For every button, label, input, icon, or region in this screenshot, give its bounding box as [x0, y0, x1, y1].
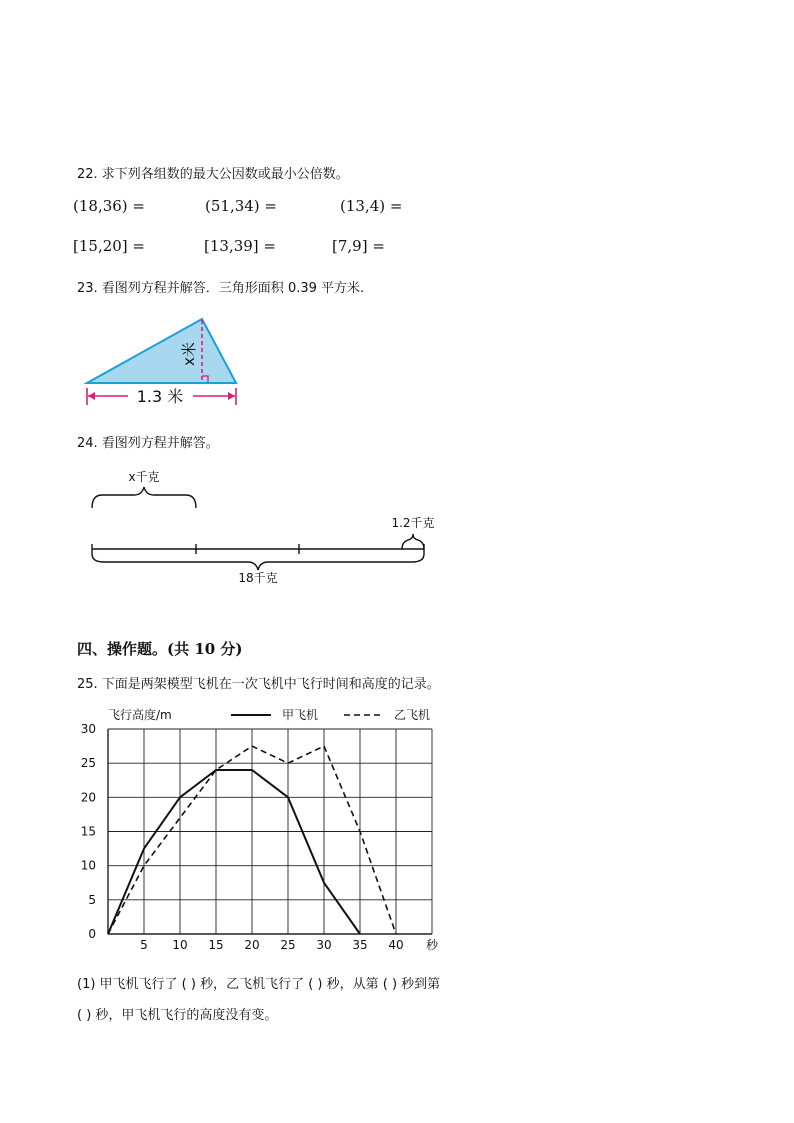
legend-series-1: 甲飞机: [282, 708, 319, 722]
q25-prompt: 25. 下面是两架模型飞机在一次飞机中飞行时间和高度的记录。: [77, 677, 440, 692]
y-tick-label: 5: [88, 892, 96, 907]
total-brace: [92, 554, 424, 570]
legend-series-2: 乙飞机: [394, 708, 431, 722]
part-label: x千克: [128, 470, 160, 484]
x-tick-label: 25: [280, 938, 296, 952]
gcd-expr-2: (51,34) =: [205, 197, 277, 215]
q24-prompt: 24. 看图列方程并解答。: [77, 436, 219, 451]
x-tick-label: 15: [208, 938, 224, 952]
lcm-expr-1: [15,20] =: [73, 237, 145, 255]
lcm-expr-3: [7,9] =: [332, 237, 385, 255]
q22-prompt: 22. 求下列各组数的最大公因数或最小公倍数。: [77, 167, 349, 182]
extra-brace: [402, 534, 424, 549]
arrowhead-right: [228, 392, 235, 400]
y-tick-label: 15: [80, 824, 96, 839]
section-heading: 四、操作题。(共 10 分): [77, 640, 243, 658]
x-tick-label: 35: [352, 938, 368, 952]
x-tick-label: 40: [388, 938, 404, 952]
flight-chart: [76, 700, 456, 960]
x-tick-label: 30: [316, 938, 332, 952]
x-tick-label: 5: [140, 938, 148, 952]
y-tick-label: 20: [80, 790, 96, 805]
arrowhead-left: [88, 392, 95, 400]
part-brace: [92, 487, 196, 508]
series-line-1: [108, 770, 360, 934]
gcd-expr-1: (18,36) =: [73, 197, 145, 215]
base-label: 1.3 米: [136, 387, 184, 406]
x-tick-label: 20: [244, 938, 260, 952]
x-tick-label: 10: [172, 938, 188, 952]
x-tick-labels: [140, 938, 403, 952]
y-tick-label: 30: [80, 722, 96, 736]
gcd-expr-3: (13,4) =: [340, 197, 403, 215]
triangle-shape: [87, 319, 236, 383]
x-axis-label: 秒: [426, 938, 439, 952]
triangle-figure: [80, 312, 250, 412]
segment-diagram: [80, 462, 450, 592]
y-axis-label: 飞行高度/m: [108, 708, 172, 722]
extra-label: 1.2千克: [391, 516, 435, 530]
q25-sub1-line2: ( ) 秒，甲飞机飞行的高度没有变。: [77, 1008, 278, 1023]
y-tick-label: 10: [80, 858, 96, 873]
q23-prompt: 23. 看图列方程并解答．三角形面积 0.39 平方米.: [77, 281, 365, 296]
y-tick-label: 0: [88, 927, 96, 941]
height-label: x米: [180, 342, 198, 366]
q25-sub1-line1: (1) 甲飞机飞行了 ( ) 秒，乙飞机飞行了 ( ) 秒，从第 ( ) 秒到第: [77, 977, 441, 992]
lcm-expr-2: [13,39] =: [204, 237, 276, 255]
y-tick-labels: [81, 722, 96, 941]
total-label: 18千克: [238, 571, 278, 585]
y-tick-label: 25: [80, 756, 96, 771]
